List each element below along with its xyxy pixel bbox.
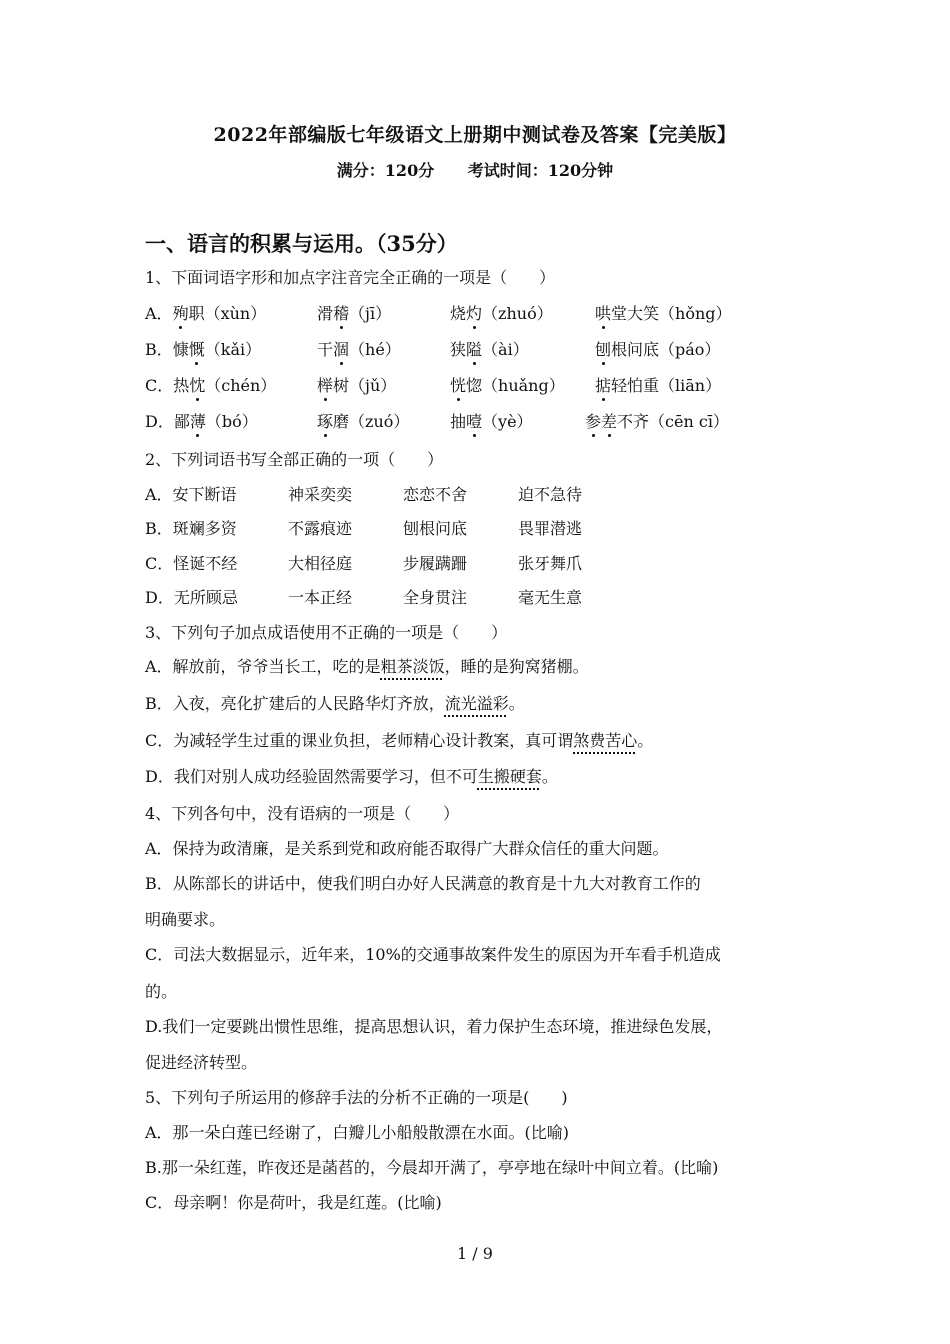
question-3-option-c: C．为减轻学生过重的课业负担，老师精心设计教案，真可谓煞费苦心。 [145,731,654,750]
dotted-idiom: 流光溢彩 [444,694,509,713]
question-4-line: A．保持为政清廉，是关系到党和政府能否取得广大群众信任的重大问题。 [145,839,669,858]
dotted-idiom: 煞费苦心 [573,731,638,750]
page-number: 1 / 9 [457,1244,493,1263]
question-3-option-b: B．入夜，亮化扩建后的人民路华灯齐放，流光溢彩。 [145,694,525,713]
question-3-stem: 3、下列句子加点成语使用不正确的一项是（ ） [145,623,508,642]
question-5-line: A．那一朵白莲已经谢了，白瓣儿小船般散漂在水面。(比喻) [145,1123,570,1142]
question-2-stem: 2、下列词语书写全部正确的一项（ ） [145,450,444,469]
question-4-stem: 4、下列各句中，没有语病的一项是（ ） [145,804,460,823]
question-5-line: C．母亲啊！你是荷叶，我是红莲。(比喻) [145,1193,442,1212]
question-1-stem: 1、下面词语字形和加点字注音完全正确的一项是（ ） [145,268,556,287]
question-4-line: D.我们一定要跳出惯性思维，提高思想认识，着力保护生态环境，推进绿色发展， [145,1017,723,1036]
question-1-option-c: C．热忱（chén） 榉树（jǔ） 恍惚（huǎng） 掂轻怕重（liān） [145,376,722,395]
question-1-option-a: A．殉职（xùn） 滑稽（jī） 烧灼（zhuó） 哄堂大笑（hǒng） [145,304,732,323]
question-3-option-d: D．我们对别人成功经验固然需要学习，但不可生搬硬套。 [145,767,558,786]
question-4-line: B．从陈部长的讲话中，使我们明白办好人民满意的教育是十九大对教育工作的 [145,874,701,893]
page-title: 2022年部编版七年级语文上册期中测试卷及答案【完美版】 [213,124,737,146]
question-2-option-d: D．无所顾忌 一本正经 全身贯注 毫无生意 [145,588,583,607]
question-1-option-b: B．慷慨（kǎi） 干涸（hé） 狭隘（ài） 刨根问底（páo） [145,340,721,359]
question-2-option-c: C．怪诞不经 大相径庭 步履蹒跚 张牙舞爪 [145,554,583,573]
question-4-line: 明确要求。 [145,910,226,929]
question-4-line: C．司法大数据显示，近年来，10%的交通事故案件发生的原因为开车看手机造成 [145,945,721,964]
question-2-option-b: B．斑斓多资 不露痕迹 刨根问底 畏罪潜逃 [145,519,583,538]
question-2-option-a: A．安下断语 神采奕奕 恋恋不舍 迫不急待 [145,485,583,504]
question-4-line: 促进经济转型。 [145,1053,258,1072]
exam-time: 考试时间：120分钟 [467,161,614,180]
exam-info [0,158,950,181]
section-heading: 一、语言的积累与运用。（35分） [145,231,458,256]
dotted-idiom: 粗茶淡饭 [380,657,445,676]
question-5-stem: 5、下列句子所运用的修辞手法的分析不正确的一项是( ) [145,1088,568,1107]
question-1-option-d: D．鄙薄（bó） 琢磨（zuó） 抽噎（yè） 参差不齐（cēn cī） [145,412,729,431]
question-5-line: B.那一朵红莲，昨夜还是菡萏的，今晨却开满了，亭亭地在绿叶中间立着。(比喻) [145,1158,719,1177]
full-score: 满分：120分 [336,161,435,180]
question-3-option-a: A．解放前，爷爷当长工，吃的是粗茶淡饭，睡的是狗窝猪棚。 [145,657,589,676]
dotted-idiom: 生搬硬套 [477,767,542,786]
question-4-line: 的。 [145,982,178,1001]
